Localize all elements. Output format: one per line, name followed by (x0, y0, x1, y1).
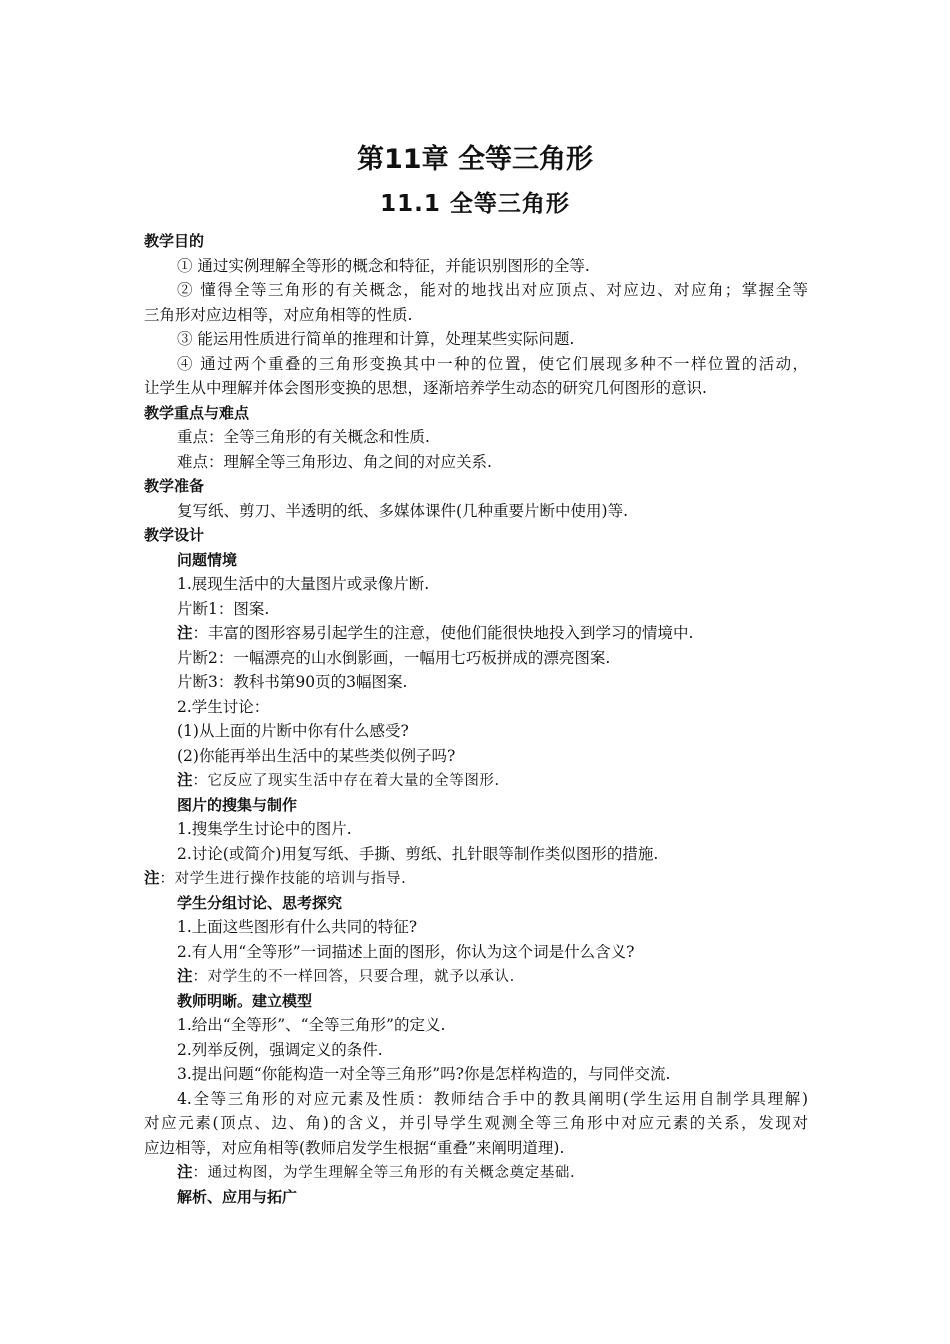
note-text: ：对学生进行操作技能的培训与指导. (159, 871, 407, 887)
paragraph: 让学生从中理解并体会图形变换的思想，逐渐培养学生动态的研究几何图形的意识. (144, 379, 707, 397)
paragraph: 片断2：一幅漂亮的山水倒影画，一幅用七巧板拼成的漂亮图案. (177, 648, 611, 667)
chapter-title: 第11章 全等三角形 (357, 144, 593, 175)
paragraph: 难点：理解全等三角形边、角之间的对应关系. (177, 452, 492, 471)
paragraph: 复写纸、剪刀、半透明的纸、多媒体课件(几种重要片断中使用)等. (177, 501, 629, 520)
note-line (144, 768, 808, 793)
paragraph: (1)从上面的片断中你有什么感受? (177, 722, 409, 740)
note-label: 注 (177, 967, 193, 985)
paragraph: 3.提出问题“你能构造一对全等三角形”吗?你是怎样构造的，与同伴交流. (177, 1065, 671, 1083)
subheading-problem-situation: 问题情境 (177, 550, 238, 569)
note-label: 注 (177, 624, 193, 642)
subheading-analysis: 解析、应用与拓广 (177, 1187, 298, 1206)
paragraph: 对应元素(顶点、边、角)的含义，并引导学生观测全等三角形中对应元素的关系，发现对 (144, 1114, 808, 1132)
note-text: ：它反应了现实生活中存在着大量的全等图形. (192, 773, 500, 789)
paragraph: 1.搜集学生讨论中的图片. (177, 820, 352, 838)
paragraph: (2)你能再举出生活中的某些类似例子吗? (177, 746, 456, 765)
note-text: ：通过构图，为学生理解全等三角形的有关概念奠定基础. (192, 1165, 576, 1181)
paragraph: 重点：全等三角形的有关概念和性质. (177, 428, 430, 446)
heading-preparation: 教学准备 (144, 477, 205, 495)
paragraph: 应边相等，对应角相等(教师启发学生根据“重叠”来阐明道理). (144, 1138, 565, 1157)
section-title: 11.1 全等三角形 (380, 191, 570, 217)
paragraph: 1.展现生活中的大量图片或录像片断. (177, 575, 430, 593)
note-line (144, 964, 808, 989)
heading-key-points: 教学重点与难点 (144, 403, 250, 422)
subheading-collection: 图片的搜集与制作 (177, 795, 298, 814)
paragraph: ① 通过实例理解全等形的概念和特征，并能识别图形的全等. (177, 256, 590, 275)
note-line (144, 866, 808, 891)
heading-design: 教学设计 (144, 526, 205, 544)
note-line (144, 621, 808, 646)
note-line (144, 1160, 808, 1185)
paragraph: 1.给出“全等形”、“全等三角形”的定义. (177, 1016, 446, 1034)
paragraph: ④ 通过两个重叠的三角形变换其中一种的位置，使它们展现多种不一样位置的活动， (177, 354, 808, 373)
note-text: ：丰富的图形容易引起学生的注意，使他们能很快地投入到学习的情境中. (192, 624, 694, 642)
subheading-group-discussion: 学生分组讨论、思考探究 (177, 893, 343, 912)
paragraph: 片断3：教科书第90页的3幅图案. (177, 673, 408, 691)
paragraph: 4.全等三角形的对应元素及性质：教师结合手中的教具阐明(学生运用自制学具理解) (177, 1089, 808, 1108)
note-label: 注 (177, 771, 193, 789)
paragraph: 2.有人用“全等形”一词描述上面的图形，你认为这个词是什么含义? (177, 942, 635, 961)
paragraph: 三角形对应边相等，对应角相等的性质. (144, 305, 413, 324)
heading-objectives: 教学目的 (144, 232, 205, 250)
paragraph: ③ 能运用性质进行简单的推理和计算，处理某些实际问题. (177, 330, 575, 348)
paragraph: 2.列举反例，强调定义的条件. (177, 1040, 383, 1059)
subheading-teacher-model: 教师明晰。建立模型 (177, 991, 313, 1010)
paragraph: 片断1：图案. (177, 599, 270, 618)
paragraph: 2.学生讨论： (177, 697, 270, 716)
paragraph: 2.讨论(或简介)用复写纸、手撕、剪纸、扎针眼等制作类似图形的措施. (177, 844, 659, 863)
note-text: ：对学生的不一样回答，只要合理，就予以承认. (192, 969, 515, 985)
paragraph: 1.上面这些图形有什么共同的特征? (177, 918, 418, 936)
note-label: 注 (177, 1163, 193, 1181)
note-label: 注 (144, 869, 160, 887)
document-body (144, 229, 808, 1209)
paragraph: ② 懂得全等三角形的有关概念，能对的地找出对应顶点、对应边、对应角；掌握全等 (177, 281, 808, 299)
